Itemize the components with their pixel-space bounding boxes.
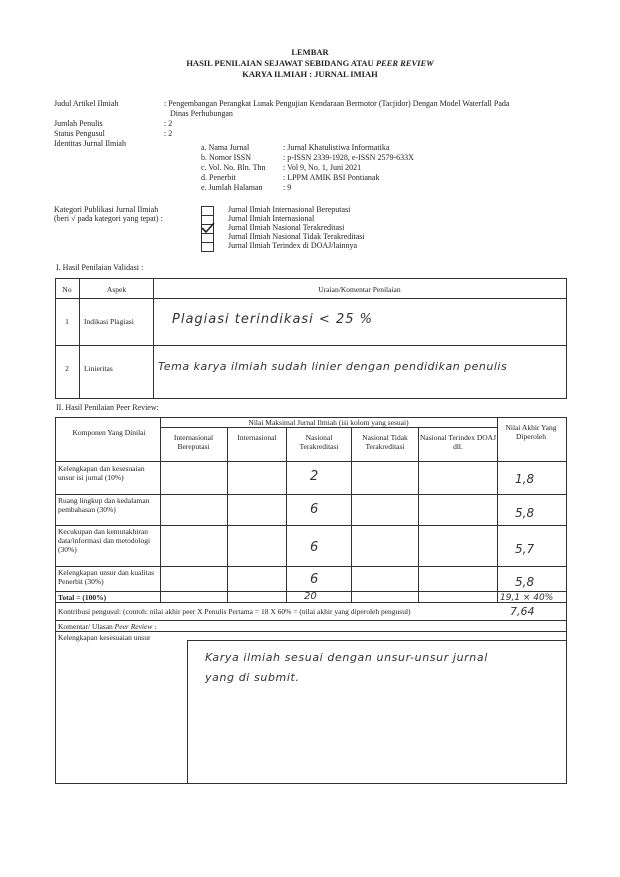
pr-row-3-akhir: 5,7 [515, 542, 535, 556]
pr-row-divider-2 [55, 525, 566, 526]
pr-col-divider-6 [497, 417, 498, 602]
pr-col-nilai-akhir: Nilai Akhir Yang Diperoleh [505, 423, 557, 441]
pr-total-akhir: 19,1 × 40% [500, 593, 554, 603]
doc-title-line2 [0, 58, 620, 68]
status-label: Status Pengusul [54, 129, 105, 138]
jumlah-penulis-label: Jumlah Penulis [54, 119, 103, 128]
doc-title-line2-text: HASIL PENILAIAN SEJAWAT SEBIDANG ATAU [186, 58, 376, 68]
pr-row-2-komponen: Ruang lingkup dan kedalaman pembahasan (30%) [58, 496, 150, 514]
pr-subcol-terindex-doaj: Nasional Terindex DOAJ dll. [420, 433, 496, 451]
pr-row-3-komponen: Kecukupan dan kemutakhiran data/informasi dan metodologi (30%) [58, 527, 151, 554]
validasi-col-aspek: Aspek [106, 285, 127, 294]
pr-komentar-label [58, 622, 156, 631]
kategori-option-1: Jurnal Ilmiah Internasional Bereputasi [228, 205, 351, 214]
pr-col-divider-4 [351, 427, 352, 602]
kategori-option-2: Jurnal Ilmiah Internasional [228, 214, 315, 223]
kategori-label-1: Kategori Publikasi Jurnal Ilmiah [54, 205, 159, 214]
judul-value-2: Dinas Perhubungan [170, 109, 233, 118]
validasi-row-1-no: 1 [65, 317, 69, 326]
pr-header-divider [55, 461, 566, 462]
pr-total-divider [55, 602, 566, 603]
pr-subcol-nasional-tidak-terakreditasi: Nasional Tidak Terakreditasi [362, 433, 408, 451]
journal-issn-value: : p-ISSN 2339-1928, e-ISSN 2579-633X [283, 153, 414, 162]
judul-label: Judul Artikel Ilmiah [54, 99, 119, 108]
pr-col-divider-3 [286, 427, 287, 602]
validasi-row-2-aspek: Linieritas [84, 364, 113, 373]
pr-subcol-internasional: Internasional [237, 433, 277, 442]
kategori-option-5: Jurnal Ilmiah Terindex di DOAJ/lainnya [228, 241, 358, 250]
pr-row-1-akhir: 1,8 [515, 472, 535, 486]
pr-row-divider-3 [55, 566, 566, 567]
validasi-header-divider [55, 298, 566, 299]
validasi-table [55, 278, 567, 399]
doc-title-line3: KARYA ILMIAH : JURNAL IMIAH [242, 69, 378, 79]
pr-komentar-label-text: Komentar/ Ulasan [58, 622, 115, 631]
pr-row-1-nasional: 2 [310, 469, 319, 484]
validasi-col-divider-1 [79, 278, 80, 398]
validasi-row-divider [55, 345, 566, 346]
pr-row-3-nasional: 6 [310, 540, 319, 555]
checkbox-terindex-doaj[interactable] [201, 242, 214, 252]
validasi-col-uraian: Uraian/Komentar Penilaian [318, 285, 401, 294]
pr-row-4-akhir: 5,8 [515, 575, 535, 589]
validasi-row-2-komentar: Tema karya ilmiah sudah linier dengan pendidikan penulis [158, 360, 508, 373]
status-value: : 2 [164, 129, 173, 138]
pr-row-2-nasional: 6 [310, 502, 319, 517]
validasi-row-1-komentar: Plagiasi terindikasi < 25 % [172, 312, 373, 327]
pr-total-nasional: 20 [304, 591, 317, 602]
pr-subcol-internasional-bereputasi: Internasional Bereputasi [173, 433, 214, 451]
journal-name-value: : Jurnal Khatulistiwa Informatika [283, 143, 390, 152]
kategori-option-4: Jurnal Ilmiah Nasional Tidak Terakreditasi [228, 232, 365, 241]
pr-row-2-akhir: 5,8 [515, 506, 535, 520]
judul-value-1: : Pengembangan Perangkat Lunak Pengujian Kendaraan Bermotor (Tacjidor) Dengan Model Waterfall Pada [164, 99, 510, 108]
journal-penerbit-value: : LPPM AMIK BSI Pontianak [283, 173, 380, 182]
pr-row-1-komponen: Kelengkapan dan kesesuaian unsur isi jurnal (10%) [58, 464, 145, 482]
pr-col-divider-5 [418, 427, 419, 602]
journal-vol-value: : Vol 9, No. 1, Juni 2021 [283, 163, 362, 172]
pr-col-nilai-max: Nilai Maksimal Jurnal Ilmiah (isi kolom yang sesuai) [248, 418, 409, 427]
pr-kelengkapan-label: Kelengkapan kesesuaian unsur [58, 633, 151, 642]
journal-halaman-value: : 9 [283, 183, 292, 192]
pr-kontribusi-value: 7,64 [510, 605, 535, 618]
pr-kontribusi-divider [55, 620, 566, 621]
journal-penerbit-label: d. Penerbit [201, 173, 236, 182]
journal-name-label: a. Nama Jurnal [201, 143, 250, 152]
pr-row-4-komponen: Kelengkapan unsur dan kualitas Penerbit (30%) [58, 568, 155, 586]
kategori-label-2: (beri √ pada kategori yang tepat) : [54, 214, 163, 223]
jumlah-penulis-value: : 2 [164, 119, 173, 128]
validasi-row-2-no: 2 [65, 364, 69, 373]
identitas-label: Identitas Jurnal Ilmiah [54, 139, 126, 148]
pr-subheader-divider [160, 427, 497, 428]
section1-heading: I. Hasil Penilaian Validasi : [56, 263, 144, 272]
pr-kontribusi-label: Kontribusi pengusul: (contoh: nilai akhir peer X Penulis Pertama = 18 X 60% = (nilai akhir yang diperoleh pengusul) [58, 607, 411, 616]
pr-row-4-nasional: 6 [310, 572, 319, 587]
pr-komentar-divider [55, 631, 566, 632]
journal-vol-label: c. Vol. No. Bln. Thn [201, 163, 266, 172]
validasi-row-1-aspek: Indikasi Plagiasi [84, 317, 134, 326]
pr-subcol-nasional-terakreditasi: Nasional Terakreditasi [299, 433, 339, 451]
journal-issn-label: b. Nomor ISSN [201, 153, 252, 162]
pr-kelengkapan-comment-1: Karya ilmiah sesuai dengan unsur-unsur jurnal [205, 651, 488, 664]
journal-halaman-label: e. Jumlah Halaman [201, 183, 263, 192]
pr-kelengkapan-comment-2: yang di submit. [205, 671, 300, 684]
pr-col-divider-1 [160, 417, 161, 602]
section2-heading: II. Hasil Penilaian Peer Review: [56, 403, 159, 412]
pr-komentar-peer-review: Peer Review [114, 622, 153, 631]
pr-col-komponen: Komponen Yang Dinilai [72, 428, 146, 437]
validasi-col-no: No [62, 285, 72, 294]
pr-row-divider-1 [55, 494, 566, 495]
doc-title-peer-review: PEER REVIEW [375, 58, 434, 68]
validasi-col-divider-2 [153, 278, 154, 398]
kategori-option-3: Jurnal Ilmiah Nasional Terakreditasi [228, 223, 345, 232]
pr-total-label: Total = (100%) [58, 593, 107, 602]
doc-title-lembar: LEMBAR [291, 47, 329, 57]
pr-komentar-colon: : [152, 622, 157, 631]
pr-col-divider-2 [227, 427, 228, 602]
